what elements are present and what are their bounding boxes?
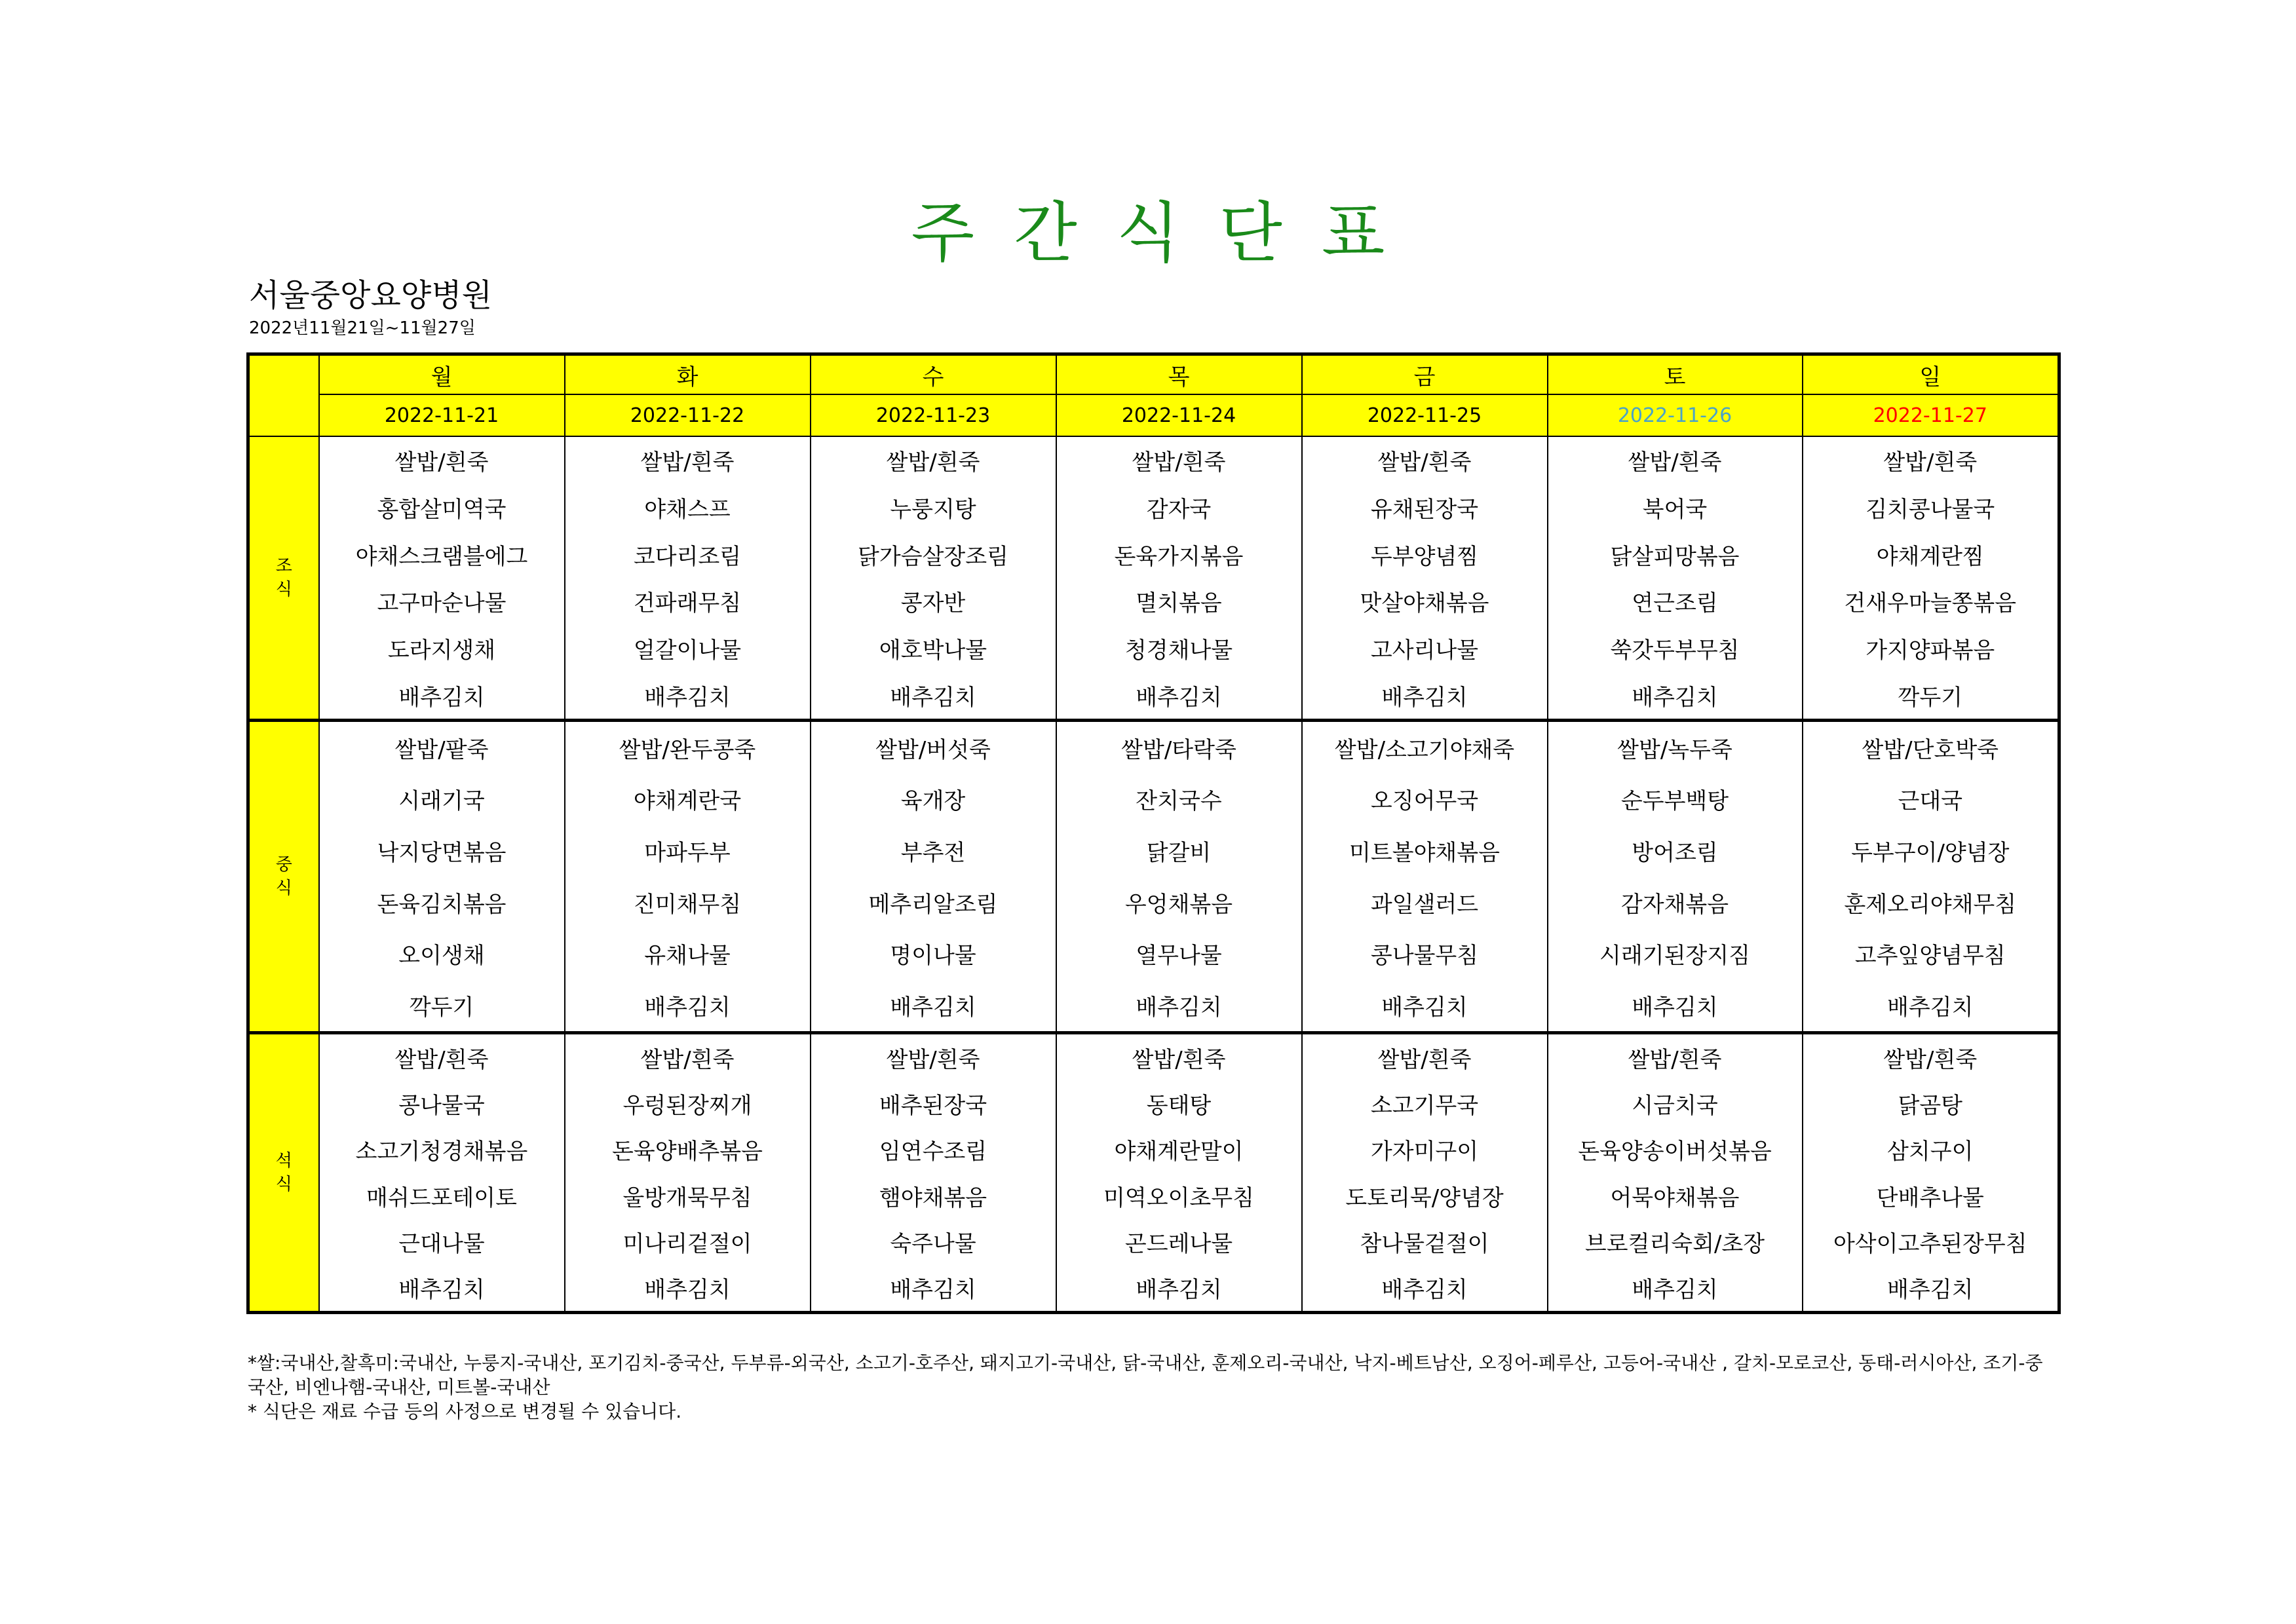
menu-item: 미트볼야채볶음 xyxy=(1349,840,1500,867)
menu-item: 과일샐러드 xyxy=(1370,891,1479,918)
menu-item: 깍두기 xyxy=(1898,684,1963,711)
menu-item: 쌀밥/흰죽 xyxy=(886,449,980,476)
date-fri: 2022-11-25 xyxy=(1302,394,1548,436)
menu-item: 마파두부 xyxy=(644,840,731,867)
menu-item: 멸치볶음 xyxy=(1136,590,1222,617)
menu-item: 배추김치 xyxy=(644,994,731,1021)
menu-item: 배추김치 xyxy=(890,994,976,1021)
menu-item: 미역오이초무침 xyxy=(1103,1184,1254,1211)
dinner-sun-cell xyxy=(1803,1033,2059,1313)
menu-item: 배추김치 xyxy=(644,1277,731,1304)
day-name-sun: 일 xyxy=(1803,354,2059,395)
menu-item: 배추김치 xyxy=(1381,994,1468,1021)
page-title: 주간식단표 xyxy=(911,195,1425,271)
meal-rows xyxy=(248,436,2059,1313)
menu-item: 근대국 xyxy=(1898,788,1963,815)
menu-item: 숙주나물 xyxy=(890,1230,976,1257)
menu-item: 참나물겉절이 xyxy=(1360,1230,1489,1257)
menu-item: 메추리알조림 xyxy=(868,891,998,918)
menu-item: 임연수조림 xyxy=(879,1139,987,1165)
menu-list xyxy=(1303,437,1547,719)
lunch-thu-cell xyxy=(1056,721,1302,1033)
menu-item: 쌀밥/흰죽 xyxy=(886,1046,980,1073)
lunch-wed-cell xyxy=(811,721,1056,1033)
menu-item: 감자채볶음 xyxy=(1620,891,1729,918)
menu-list xyxy=(1057,437,1301,719)
menu-list xyxy=(1303,1034,1547,1311)
menu-item: 돈육가지볶음 xyxy=(1114,543,1244,570)
lunch-sat-cell xyxy=(1548,721,1803,1033)
menu-item: 소고기청경채볶음 xyxy=(355,1139,528,1165)
menu-item: 배추김치 xyxy=(1632,994,1718,1021)
menu-item: 돈육양배추볶음 xyxy=(612,1139,763,1165)
menu-item: 햄야채볶음 xyxy=(879,1184,987,1211)
notes xyxy=(248,1351,2056,1424)
menu-item: 두부구이/양념장 xyxy=(1851,840,2010,867)
lunch-sun-cell xyxy=(1803,721,2059,1033)
breakfast-label-bottom: 식 xyxy=(275,580,292,599)
menu-item: 고추잎양념무침 xyxy=(1854,943,2006,970)
menu-item: 유채된장국 xyxy=(1370,496,1479,523)
lunch-mon-cell xyxy=(319,721,565,1033)
menu-item: 배추김치 xyxy=(1887,1277,1974,1304)
day-name-wed: 수 xyxy=(811,354,1056,395)
menu-item: 배추김치 xyxy=(1136,1277,1222,1304)
menu-item: 부추전 xyxy=(900,840,966,867)
menu-item: 쌀밥/단호박죽 xyxy=(1862,736,1999,763)
menu-item: 배추김치 xyxy=(890,684,976,711)
menu-list xyxy=(565,722,810,1031)
menu-item: 쌀밥/완두콩죽 xyxy=(619,736,756,763)
menu-item: 배추김치 xyxy=(644,684,731,711)
menu-item: 닭살피망볶음 xyxy=(1610,543,1740,570)
menu-item: 근대나물 xyxy=(398,1230,485,1257)
weekly-menu-table xyxy=(246,352,2061,1314)
menu-item: 닭가슴살장조림 xyxy=(858,543,1008,570)
breakfast-label xyxy=(248,436,319,721)
menu-list xyxy=(1057,722,1301,1031)
menu-item: 단배추나물 xyxy=(1876,1184,1984,1211)
menu-item: 고구마순나물 xyxy=(377,590,507,617)
dinner-wed-cell xyxy=(811,1033,1056,1313)
menu-item: 건새우마늘쫑볶음 xyxy=(1844,590,2017,617)
breakfast-mon-cell xyxy=(319,436,565,721)
day-name-thu: 목 xyxy=(1056,354,1302,395)
lunch-label-bottom: 식 xyxy=(275,878,292,898)
menu-item: 도라지생채 xyxy=(387,637,496,664)
menu-item: 가지양파볶음 xyxy=(1866,637,1995,664)
menu-item: 두부양념찜 xyxy=(1370,543,1479,570)
menu-item: 배추김치 xyxy=(1381,1277,1468,1304)
dinner-row xyxy=(248,1033,2059,1313)
menu-item: 쌀밥/흰죽 xyxy=(1883,1046,1978,1073)
dinner-tue-cell xyxy=(565,1033,811,1313)
menu-item: 배추김치 xyxy=(1136,994,1222,1021)
dinner-fri-cell xyxy=(1302,1033,1548,1313)
menu-item: 고사리나물 xyxy=(1370,637,1479,664)
menu-item: 시금치국 xyxy=(1632,1092,1718,1119)
menu-item: 쑥갓두부무침 xyxy=(1610,637,1740,664)
menu-list xyxy=(320,437,564,719)
menu-list xyxy=(320,1034,564,1311)
menu-item: 쌀밥/팥죽 xyxy=(394,736,489,763)
menu-item: 닭곰탕 xyxy=(1898,1092,1963,1119)
menu-item: 우엉채볶음 xyxy=(1124,891,1233,918)
menu-item: 배추김치 xyxy=(398,684,485,711)
date-mon: 2022-11-21 xyxy=(319,394,565,436)
breakfast-sun-cell xyxy=(1803,436,2059,721)
menu-list xyxy=(811,722,1056,1031)
hospital-name: 서울중앙요양병원 xyxy=(249,277,492,314)
menu-item: 소고기무국 xyxy=(1370,1092,1479,1119)
menu-item: 홍합살미역국 xyxy=(377,496,507,523)
lunch-tue-cell xyxy=(565,721,811,1033)
lunch-row xyxy=(248,721,2059,1033)
lunch-label xyxy=(248,721,319,1033)
dinner-label-top: 석 xyxy=(275,1151,292,1171)
menu-item: 깍두기 xyxy=(409,994,474,1021)
menu-item: 쌀밥/버섯죽 xyxy=(875,736,991,763)
breakfast-wed-cell xyxy=(811,436,1056,721)
menu-list xyxy=(811,1034,1056,1311)
change-note: * 식단은 재료 수급 등의 사정으로 변경될 수 있습니다. xyxy=(248,1401,682,1422)
menu-item: 코다리조림 xyxy=(633,543,742,570)
menu-item: 돈육양송이버섯볶음 xyxy=(1578,1139,1772,1165)
menu-list xyxy=(320,722,564,1031)
menu-list xyxy=(1803,1034,2058,1311)
date-wed: 2022-11-23 xyxy=(811,394,1056,436)
menu-item: 훈제오리야채무침 xyxy=(1844,891,2017,918)
menu-item: 닭갈비 xyxy=(1146,840,1212,867)
date-sun: 2022-11-27 xyxy=(1803,394,2059,436)
breakfast-row xyxy=(248,436,2059,721)
menu-item: 김치콩나물국 xyxy=(1866,496,1995,523)
breakfast-label-top: 조 xyxy=(275,556,292,576)
menu-item: 돈육김치볶음 xyxy=(377,891,507,918)
menu-item: 시래기된장지짐 xyxy=(1599,943,1750,970)
menu-item: 야채계란찜 xyxy=(1876,543,1984,570)
menu-item: 배추김치 xyxy=(1887,994,1974,1021)
breakfast-tue-cell xyxy=(565,436,811,721)
date-header-row xyxy=(248,394,2059,436)
date-tue: 2022-11-22 xyxy=(565,394,811,436)
breakfast-sat-cell xyxy=(1548,436,1803,721)
day-name-fri: 금 xyxy=(1302,354,1548,395)
menu-item: 애호박나물 xyxy=(879,637,987,664)
menu-item: 감자국 xyxy=(1146,496,1212,523)
lunch-label-top: 중 xyxy=(275,855,292,875)
menu-item: 배추김치 xyxy=(1381,684,1468,711)
menu-item: 쌀밥/흰죽 xyxy=(1628,1046,1722,1073)
day-name-mon: 월 xyxy=(319,354,565,395)
menu-item: 곤드레나물 xyxy=(1124,1230,1233,1257)
menu-item: 청경채나물 xyxy=(1124,637,1233,664)
day-name-sat: 토 xyxy=(1548,354,1803,395)
menu-list xyxy=(1548,437,1802,719)
menu-item: 우렁된장찌개 xyxy=(622,1092,752,1119)
menu-item: 미나리겉절이 xyxy=(622,1230,752,1257)
menu-item: 울방개묵무침 xyxy=(622,1184,752,1211)
menu-list xyxy=(1548,722,1802,1031)
lunch-fri-cell xyxy=(1302,721,1548,1033)
menu-item: 쌀밥/녹두죽 xyxy=(1617,736,1732,763)
menu-item: 유채나물 xyxy=(644,943,731,970)
menu-item: 배추김치 xyxy=(1632,1277,1718,1304)
menu-item: 쌀밥/흰죽 xyxy=(1377,449,1472,476)
menu-item: 맛살야채볶음 xyxy=(1360,590,1489,617)
menu-list xyxy=(565,1034,810,1311)
menu-period: 2022년11월21일~11월27일 xyxy=(249,318,476,338)
dinner-mon-cell xyxy=(319,1033,565,1313)
menu-item: 낙지당면볶음 xyxy=(377,840,507,867)
menu-item: 콩자반 xyxy=(900,590,966,617)
origin-note: *쌀:국내산,찰흑미:국내산, 누룽지-국내산, 포기김치-중국산, 두부류-외국산, 소고기-호주산, 돼지고기-국내산, 닭-국내산, 훈제오리-국내산, 낙지-베트남산, 오징어-페루산, 고등어-국내산 , 갈치-모로코산, 동태-러시아산, 조기-중국산, 비엔나햄-국내산, 미트볼-국내산 xyxy=(248,1352,2043,1398)
menu-item: 쌀밥/흰죽 xyxy=(640,449,735,476)
menu-item: 배추김치 xyxy=(890,1277,976,1304)
menu-item: 쌀밥/흰죽 xyxy=(1377,1046,1472,1073)
menu-item: 쌀밥/흰죽 xyxy=(394,449,489,476)
menu-item: 배추된장국 xyxy=(879,1092,987,1119)
menu-item: 열무나물 xyxy=(1136,943,1222,970)
menu-item: 야채계란말이 xyxy=(1114,1139,1244,1165)
menu-item: 쌀밥/흰죽 xyxy=(1132,1046,1226,1073)
menu-item: 얼갈이나물 xyxy=(633,637,742,664)
dinner-thu-cell xyxy=(1056,1033,1302,1313)
menu-item: 도토리묵/양념장 xyxy=(1345,1184,1504,1211)
menu-item: 쌀밥/흰죽 xyxy=(640,1046,735,1073)
menu-item: 동태탕 xyxy=(1146,1092,1212,1119)
menu-list xyxy=(1803,722,2058,1031)
dinner-label-bottom: 식 xyxy=(275,1175,292,1194)
menu-item: 북어국 xyxy=(1642,496,1708,523)
menu-item: 배추김치 xyxy=(1632,684,1718,711)
menu-item: 명이나물 xyxy=(890,943,976,970)
menu-list xyxy=(811,437,1056,719)
menu-item: 오이생채 xyxy=(398,943,485,970)
menu-list xyxy=(1057,1034,1301,1311)
menu-item: 연근조림 xyxy=(1632,590,1718,617)
menu-item: 배추김치 xyxy=(398,1277,485,1304)
menu-item: 육개장 xyxy=(900,788,966,815)
menu-item: 매쉬드포테이토 xyxy=(366,1184,517,1211)
menu-item: 쌀밥/흰죽 xyxy=(1628,449,1722,476)
breakfast-fri-cell xyxy=(1302,436,1548,721)
dinner-sat-cell xyxy=(1548,1033,1803,1313)
menu-item: 콩나물무침 xyxy=(1370,943,1479,970)
menu-list xyxy=(1803,437,2058,719)
menu-item: 야채스크램블에그 xyxy=(355,543,528,570)
menu-item: 방어조림 xyxy=(1632,840,1718,867)
menu-item: 야채계란국 xyxy=(633,788,742,815)
menu-list xyxy=(1303,722,1547,1031)
dinner-label xyxy=(248,1033,319,1313)
menu-item: 시래기국 xyxy=(398,788,485,815)
menu-item: 어묵야채볶음 xyxy=(1610,1184,1740,1211)
menu-item: 오징어무국 xyxy=(1370,788,1479,815)
corner-cell xyxy=(248,354,319,437)
menu-item: 가자미구이 xyxy=(1370,1139,1479,1165)
menu-item: 진미채무침 xyxy=(633,891,742,918)
menu-list xyxy=(1548,1034,1802,1311)
menu-item: 야채스프 xyxy=(644,496,731,523)
menu-item: 순두부백탕 xyxy=(1620,788,1729,815)
menu-item: 쌀밥/타락죽 xyxy=(1121,736,1236,763)
day-header-row xyxy=(248,354,2059,395)
date-thu: 2022-11-24 xyxy=(1056,394,1302,436)
menu-item: 쌀밥/흰죽 xyxy=(394,1046,489,1073)
menu-item: 배추김치 xyxy=(1136,684,1222,711)
menu-item: 브로컬리숙회/초장 xyxy=(1584,1230,1765,1257)
date-sat: 2022-11-26 xyxy=(1548,394,1803,436)
menu-item: 누룽지탕 xyxy=(890,496,976,523)
menu-item: 삼치구이 xyxy=(1887,1139,1974,1165)
menu-item: 아삭이고추된장무침 xyxy=(1833,1230,2027,1257)
menu-item: 쌀밥/흰죽 xyxy=(1132,449,1226,476)
menu-item: 쌀밥/흰죽 xyxy=(1883,449,1978,476)
menu-item: 쌀밥/소고기야채죽 xyxy=(1334,736,1515,763)
menu-list xyxy=(565,437,810,719)
menu-item: 건파래무침 xyxy=(633,590,742,617)
menu-item: 콩나물국 xyxy=(398,1092,485,1119)
breakfast-thu-cell xyxy=(1056,436,1302,721)
menu-item: 잔치국수 xyxy=(1136,788,1222,815)
day-name-tue: 화 xyxy=(565,354,811,395)
